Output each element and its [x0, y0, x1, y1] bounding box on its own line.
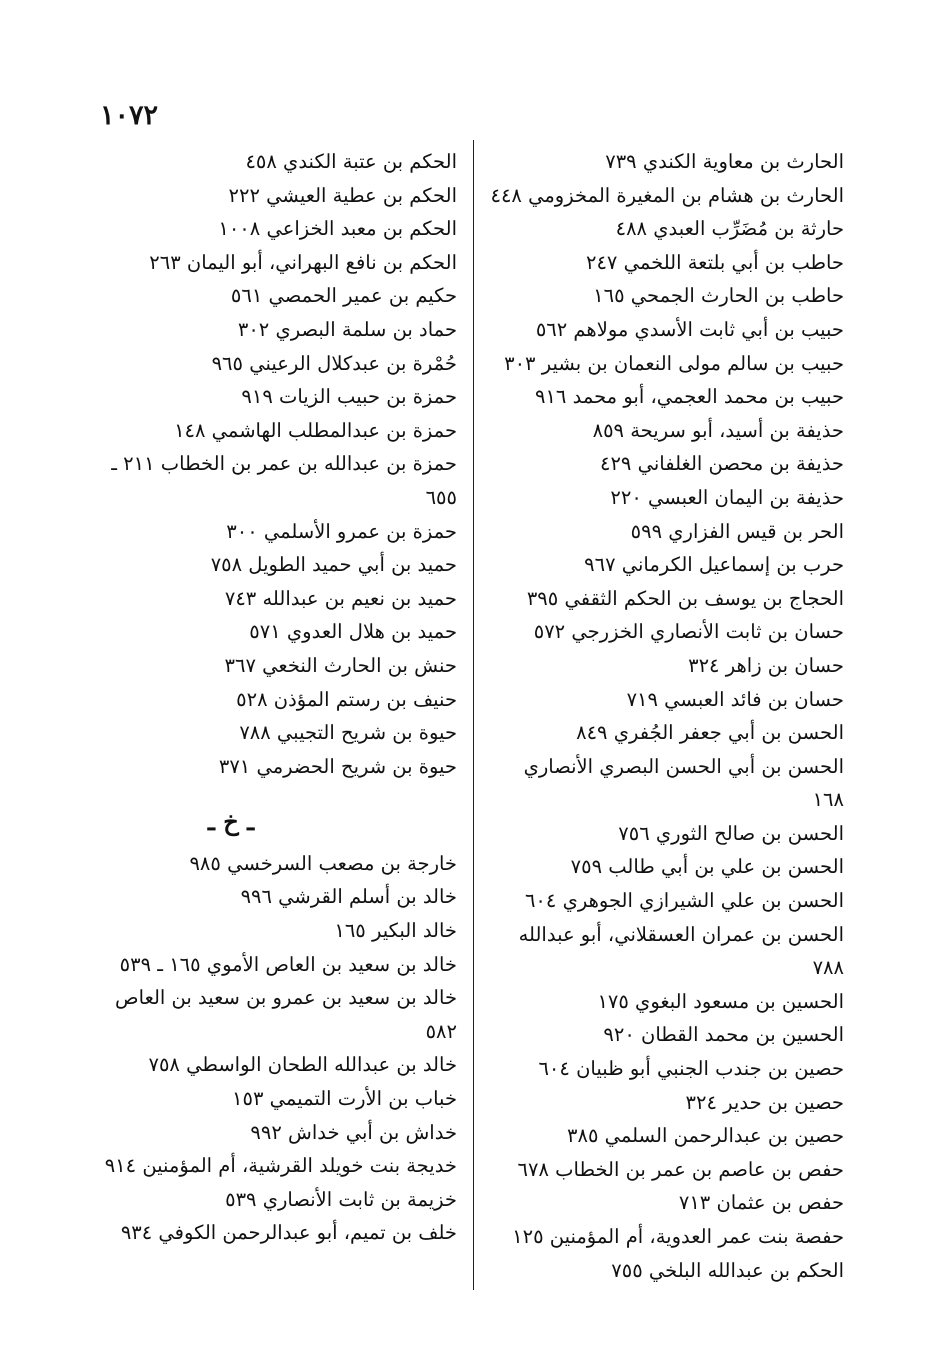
index-entry: الحكم بن معبد الخزاعي ١٠٠٨ — [218, 217, 457, 241]
index-entry: الحسن بن علي بن أبي طالب ٧٥٩ — [570, 855, 844, 879]
page-number: ١٠٧٢ — [100, 100, 159, 131]
index-entry: حذيفة بن أسيد، أبو سريحة ٨٥٩ — [592, 418, 844, 442]
index-entry: الحسن بن عمران العسقلاني، أبو عبدالله ٧٨٨ — [518, 922, 844, 980]
index-entry: الحكم بن عتبة الكندي ٤٥٨ — [245, 150, 457, 173]
right-column — [486, 145, 844, 1287]
index-entry: حماد بن سلمة البصري ٣٠٢ — [237, 317, 457, 341]
index-entry: حسان بن ثابت الأنصاري الخزرجي ٥٧٢ — [533, 620, 844, 644]
index-entry: حيوة بن شريح التجيبي ٧٨٨ — [239, 721, 457, 745]
section-heading-kha: ـ خ ـ — [207, 807, 255, 837]
index-entry: الحجاج بن يوسف بن الحكم الثقفي ٣٩٥ — [526, 586, 844, 610]
index-entry: خارجة بن مصعب السرخسي ٩٨٥ — [189, 851, 457, 875]
index-entry: الحكم بن عبدالله البلخي ٧٥٥ — [611, 1258, 844, 1282]
column-divider — [473, 140, 474, 1290]
index-entry: الحسن بن صالح الثوري ٧٥٦ — [618, 821, 844, 845]
index-entry: حفصة بنت عمر العدوية، أم المؤمنين ١٢٥ — [512, 1225, 844, 1248]
index-entry: الحسين بن مسعود البغوي ١٧٥ — [597, 989, 844, 1013]
index-entry: حذيفة بن محصن الغلفاني ٤٢٩ — [599, 452, 844, 476]
index-entry: حميد بن هلال العدوي ٥٧١ — [249, 620, 457, 644]
index-entry: الحسن بن أبي جعفر الجُفري ٨٤٩ — [576, 721, 844, 745]
index-entry: حسان بن فائد العبسي ٧١٩ — [626, 687, 844, 711]
index-entry: الحكم بن نافع البهراني، أبو اليمان ٢٦٣ — [149, 250, 457, 274]
index-entry: حميد بن نعيم بن عبدالله ٧٤٣ — [224, 586, 457, 610]
index-entry: خديجة بنت خويلد القرشية، أم المؤمنين ٩١٤ — [104, 1154, 457, 1178]
index-entry: حصين بن حدير ٣٢٤ — [685, 1090, 844, 1114]
left-column-bottom-entries — [95, 847, 457, 1250]
index-entry: حميد بن أبي حميد الطويل ٧٥٨ — [210, 553, 457, 577]
index-entry: حيوة بن شريح الحضرمي ٣٧١ — [218, 754, 457, 778]
index-entry: الحارث بن معاوية الكندي ٧٣٩ — [605, 150, 844, 173]
left-column — [95, 145, 457, 1250]
index-entry: الحكم بن عطية العيشي ٢٢٢ — [228, 183, 457, 207]
index-entry: الحارث بن هشام بن المغيرة المخزومي ٤٤٨ — [490, 183, 844, 207]
index-entry: الحسين بن محمد القطان ٩٢٠ — [603, 1023, 844, 1047]
index-entry: خالد البكير ١٦٥ — [334, 919, 457, 943]
index-entry: حكيم بن عمير الحمصي ٥٦١ — [230, 284, 457, 308]
left-column-top-entries — [95, 145, 457, 783]
index-entry: الحر بن قيس الفزاري ٥٩٩ — [630, 519, 844, 543]
index-entry: الحسن بن علي الشيرازي الجوهري ٦٠٤ — [524, 889, 844, 913]
index-entry: خلف بن تميم، أبو عبدالرحمن الكوفي ٩٣٤ — [120, 1221, 457, 1245]
index-entry: حبيب بن محمد العجمي، أبو محمد ٩١٦ — [534, 385, 844, 409]
index-entry: خباب بن الأرت التميمي ١٥٣ — [232, 1087, 457, 1111]
index-entry: حفص بن عاصم بن عمر بن الخطاب ٦٧٨ — [517, 1157, 844, 1181]
index-entry: خالد بن أسلم القرشي ٩٩٦ — [240, 885, 457, 909]
index-entry: حبيب بن أبي ثابت الأسدي مولاهم ٥٦٢ — [535, 317, 844, 341]
index-entry: حبيب بن سالم مولى النعمان بن بشير ٣٠٣ — [504, 351, 844, 375]
index-entry: خالد بن عبدالله الطحان الواسطي ٧٥٨ — [148, 1053, 457, 1077]
index-entry: حذيفة بن اليمان العبسي ٢٢٠ — [610, 485, 844, 509]
index-entry: خداش بن أبي خداش ٩٩٢ — [250, 1120, 457, 1144]
index-entry: حمزة بن عمرو الأسلمي ٣٠٠ — [226, 519, 457, 543]
index-entry: حُمْرة بن عبدكلال الرعيني ٩٦٥ — [211, 351, 457, 375]
index-entry: خالد بن سعيد بن العاص الأموي ١٦٥ ـ ٥٣٩ — [119, 952, 457, 976]
index-entry: خزيمة بن ثابت الأنصاري ٥٣٩ — [225, 1187, 457, 1211]
index-entry: حنيف بن رستم المؤذن ٥٢٨ — [236, 687, 457, 711]
index-entry: حاطب بن الحارث الجمحي ١٦٥ — [593, 284, 844, 308]
index-entry: حارثة بن مُضَرِّب العبدي ٤٨٨ — [615, 217, 844, 241]
index-entry: حمزة بن حبيب الزيات ٩١٩ — [241, 385, 457, 409]
index-entry: حاطب بن أبي بلتعة اللخمي ٢٤٧ — [585, 250, 844, 274]
index-entry: حمزة بن عبدالمطلب الهاشمي ١٤٨ — [174, 418, 457, 442]
index-entry: حصين بن جندب الجنبي أبو ظبيان ٦٠٤ — [538, 1057, 844, 1081]
index-entry: حنش بن الحارث النخعي ٣٦٧ — [224, 653, 457, 677]
index-entry: حفص بن عثمان ٧١٣ — [678, 1191, 844, 1215]
index-entry: حرب بن إسماعيل الكرماني ٩٦٧ — [584, 553, 844, 577]
index-entry: الحسن بن أبي الحسن البصري الأنصاري ١٦٨ — [523, 754, 844, 812]
index-entry: حمزة بن عبدالله بن عمر بن الخطاب ٢١١ ـ ٦٥٥ — [111, 452, 457, 509]
index-entry: حسان بن زاهر ٣٢٤ — [688, 653, 844, 677]
index-entry: خالد بن سعيد بن عمرو بن سعيد بن العاص ٥٨٢ — [115, 986, 457, 1043]
index-entry: حصين بن عبدالرحمن السلمي ٣٨٥ — [567, 1124, 844, 1148]
